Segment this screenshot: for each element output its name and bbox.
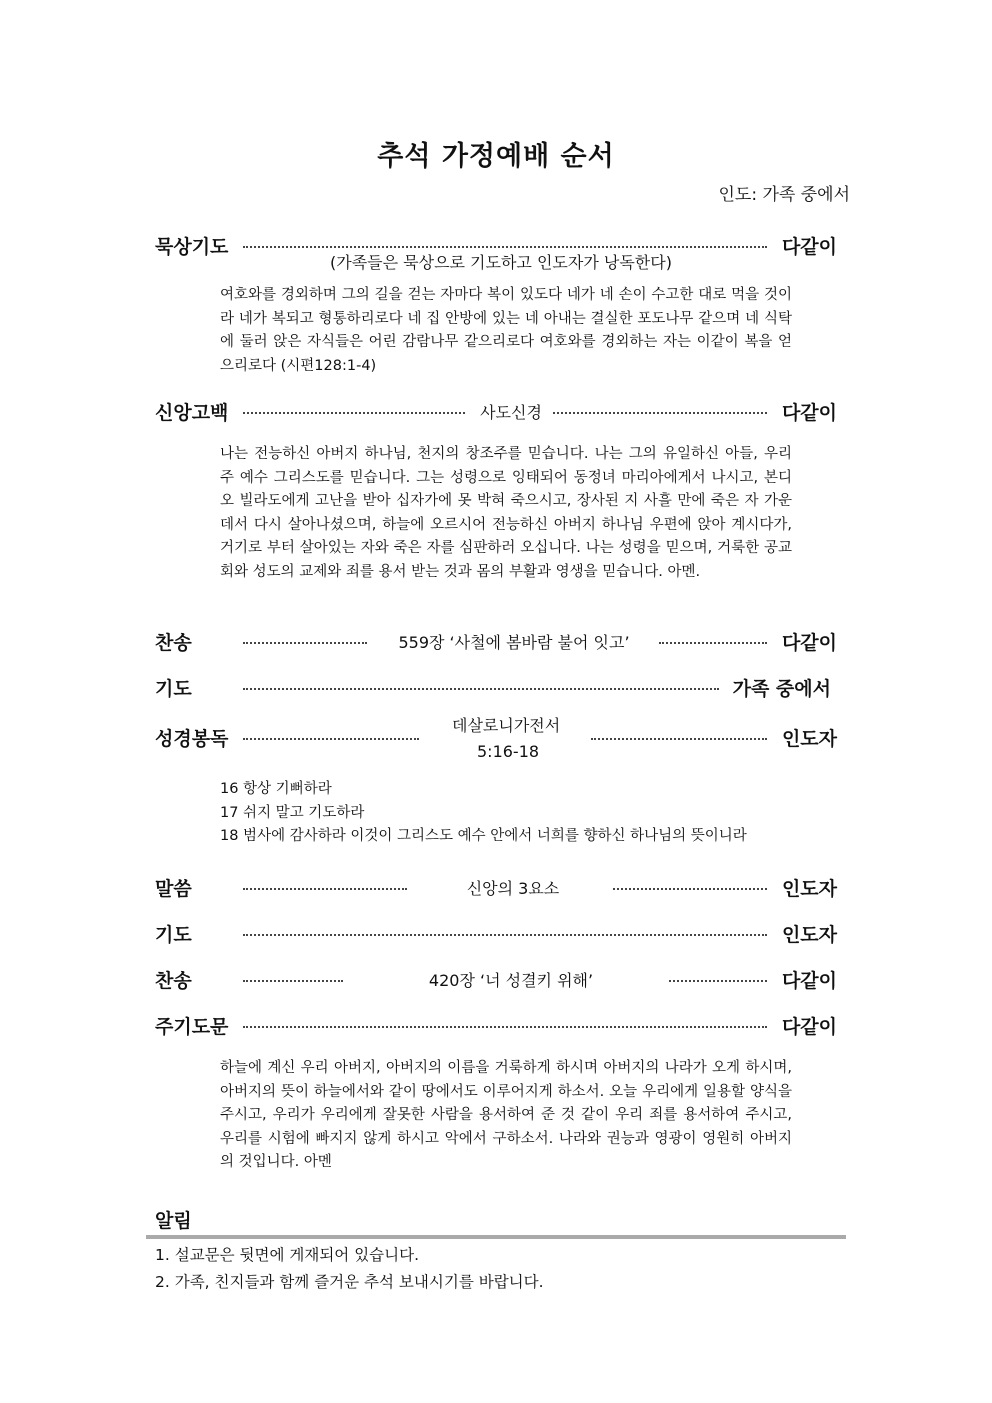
dotted-leader bbox=[243, 246, 767, 248]
dotted-leader bbox=[553, 412, 767, 414]
scripture-book: 데살로니가전서 bbox=[452, 716, 561, 735]
dotted-leader bbox=[243, 642, 367, 644]
row-center-text: 559장 ‘사철에 봄바람 불어 잇고’ bbox=[398, 633, 630, 652]
row-label: 성경봉독 bbox=[155, 728, 229, 750]
row-label: 묵상기도 bbox=[155, 236, 229, 258]
lords-prayer-text: 하늘에 계신 우리 아버지, 아버지의 이름을 거룩하게 하시며 아버지의 나라가 오게 하시며, 아버지의 뜻이 하늘에서와 같이 땅에서도 이루어지게 하소서. 오늘 우리에게 일용할 양식을 주시고, 우리가 우리에게 잘못한 사람을 용서하여 준 것 같이 우리 죄를 용서하여 주시고, 우리를 시험에 빠지지 않게 하시고 악에서 구하소서. 나라와 권능과 영광이 영원히 아버지의 것입니다. 아멘 bbox=[220, 1060, 792, 1171]
row-performer: 다같이 bbox=[781, 236, 837, 258]
row-performer: 가족 중에서 bbox=[732, 678, 831, 700]
row-hymn-1 bbox=[155, 628, 837, 658]
creed-text: 나는 전능하신 아버지 하나님, 천지의 창조주를 믿습니다. 나는 그의 유일하신 아들, 우리 주 예수 그리스도를 믿습니다. 그는 성령으로 잉태되어 동정녀 마리아에게서 나시고, 본디오 빌라도에게 고난을 받아 십자가에 못 박혀 죽으시고, 장사된 지 사흘 만에 죽은 자 가운데서 다시 살아나셨으며, 하늘에 오르시어 전능하신 아버지 하나님 우편에 앉아 계시다가, 거기로 부터 살아있는 자와 죽은 자를 심판하러 오십니다. 나는 성령을 믿으며, 거룩한 공교회와 성도의 교제와 죄를 용서 받는 것과 몸의 부활과 영생을 믿습니다. 아멘. bbox=[220, 446, 792, 580]
row-performer: 다같이 bbox=[781, 632, 837, 654]
row-performer: 인도자 bbox=[781, 728, 837, 750]
dotted-leader bbox=[243, 738, 419, 740]
page-title: 추석 가정예배 순서 bbox=[377, 141, 615, 172]
row-sermon bbox=[155, 874, 837, 904]
scripture-verses bbox=[220, 778, 747, 849]
row-center-text: 신앙의 3요소 bbox=[466, 879, 560, 898]
row-creed bbox=[155, 398, 837, 428]
verse-line: 16 항상 기뻐하라 bbox=[220, 781, 332, 797]
row-performer: 다같이 bbox=[781, 402, 837, 424]
verse-line: 17 쉬지 말고 기도하라 bbox=[220, 804, 365, 821]
row-center-text: 사도신경 bbox=[480, 403, 542, 422]
row-performer: 인도자 bbox=[781, 924, 837, 946]
psalm-text: 여호와를 경외하며 그의 길을 걷는 자마다 복이 있도다 네가 네 손이 수고한 대로 먹을 것이라 네가 복되고 형통하리로다 네 집 안방에 있는 네 아내는 결실한 포도나무 같으며 네 식탁에 둘러 앉은 자식들은 어린 감람나무 같으리로다 여호와를 경외하는 자는 이같이 복을 얻으리로다 (시편128:1-4) bbox=[220, 287, 792, 374]
row-lords-prayer bbox=[155, 1012, 837, 1042]
dotted-leader bbox=[243, 888, 407, 890]
notice-item: 2. 가족, 친지들과 함께 즐거운 추석 보내시기를 바랍니다. bbox=[155, 1273, 544, 1291]
row-performer: 다같이 bbox=[781, 970, 837, 992]
row-prayer-2 bbox=[155, 920, 837, 950]
row-label: 주기도문 bbox=[155, 1016, 229, 1038]
verse-line: 18 범사에 감사하라 이것이 그리스도 예수 안에서 너희를 향하신 하나님의 뜻이니라 bbox=[220, 828, 747, 845]
dotted-leader bbox=[243, 412, 465, 414]
dotted-leader bbox=[243, 688, 719, 690]
row-label: 기도 bbox=[155, 678, 192, 700]
row-center-text: 420장 ‘너 성결키 위해’ bbox=[428, 971, 594, 990]
row-hymn-2 bbox=[155, 966, 837, 996]
dotted-leader bbox=[659, 642, 767, 644]
silent-prayer-note: (가족들은 묵상으로 기도하고 인도자가 낭독한다) bbox=[330, 253, 672, 272]
row-performer: 다같이 bbox=[781, 1016, 837, 1038]
notice-heading: 알림 bbox=[155, 1210, 192, 1232]
dotted-leader bbox=[243, 1026, 767, 1028]
dotted-leader bbox=[591, 738, 767, 740]
notice-divider bbox=[146, 1235, 846, 1239]
leader-line: 인도: 가족 중에서 bbox=[718, 185, 850, 205]
dotted-leader bbox=[613, 888, 767, 890]
dotted-leader bbox=[243, 980, 343, 982]
row-prayer-1 bbox=[155, 674, 837, 704]
row-label: 찬송 bbox=[155, 632, 192, 654]
dotted-leader bbox=[243, 934, 767, 936]
row-label: 말씀 bbox=[155, 878, 192, 900]
row-label: 신앙고백 bbox=[155, 402, 229, 424]
dotted-leader bbox=[669, 980, 767, 982]
scripture-reference: 5:16-18 bbox=[477, 742, 540, 761]
notice-list bbox=[155, 1242, 544, 1296]
row-performer: 인도자 bbox=[781, 878, 837, 900]
row-label: 기도 bbox=[155, 924, 192, 946]
notice-item: 1. 설교문은 뒷면에 게재되어 있습니다. bbox=[155, 1246, 420, 1264]
row-label: 찬송 bbox=[155, 970, 192, 992]
